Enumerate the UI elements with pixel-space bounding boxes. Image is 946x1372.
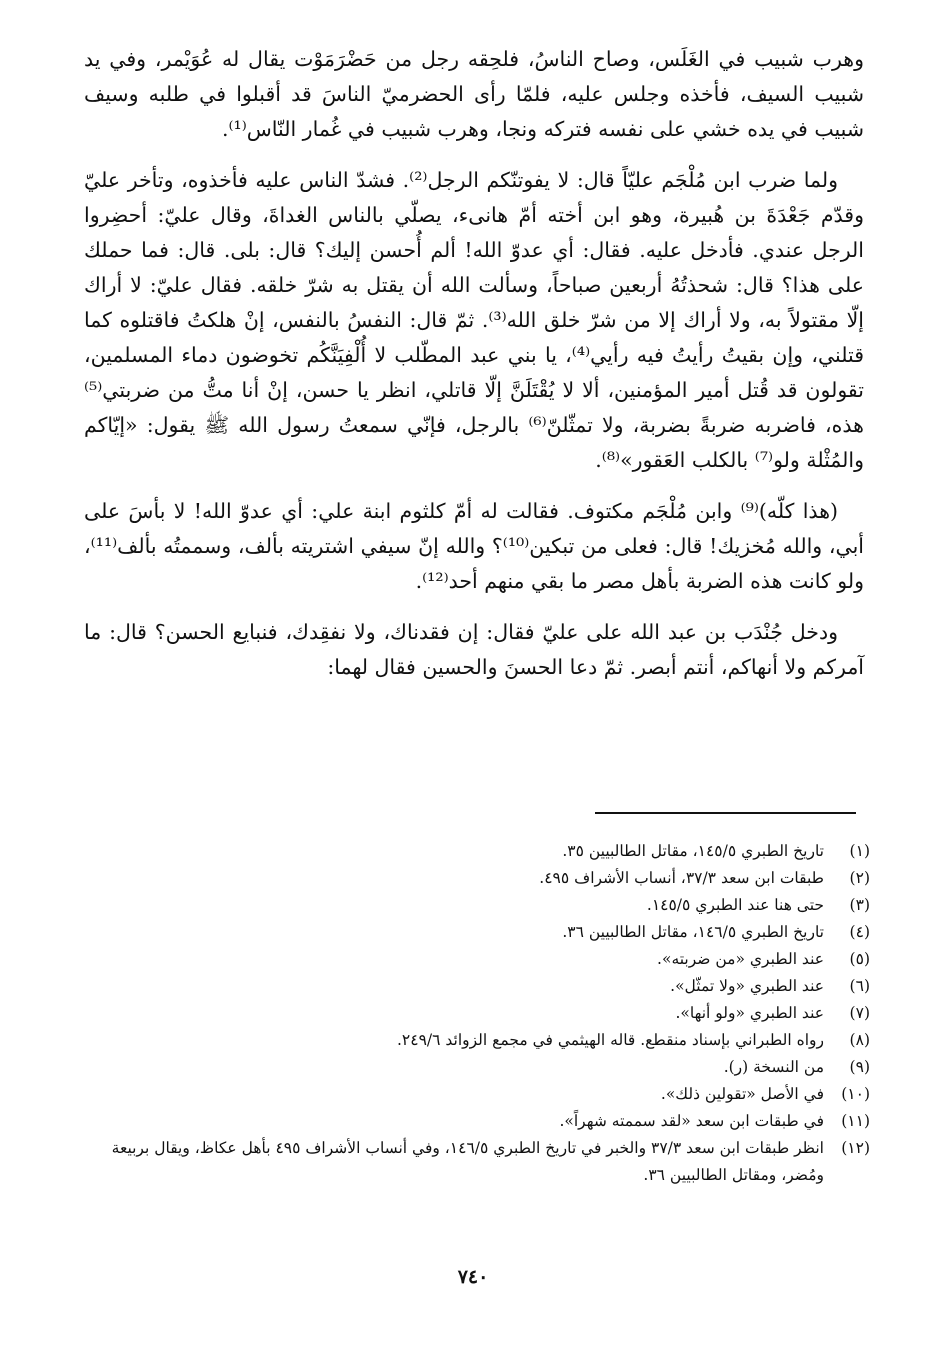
footnote-text: في طبقات ابن سعد «لقد سممته شهراً». <box>559 1112 824 1130</box>
footnote-text: طبقات ابن سعد ٣٧/٣، أنساب الأشراف ٤٩٥. <box>539 869 824 887</box>
footnote-text: تاريخ الطبري ١٤٦/٥، مقاتل الطالبيين ٣٦. <box>562 923 824 941</box>
page-number: ٧٤٠ <box>457 1266 489 1288</box>
footnote-number: (٨) <box>849 1031 870 1049</box>
footnote <box>100 1108 870 1135</box>
footnote-number: (٤) <box>849 923 870 941</box>
footnote-number: (٧) <box>849 1004 870 1022</box>
footnote-text: عند الطبري «ولو أنها». <box>675 1004 824 1022</box>
footnote <box>100 973 870 1000</box>
footnote-text: عند الطبري «ولا تمثّل». <box>670 977 824 995</box>
footnote <box>100 946 870 973</box>
paragraph: ودخل جُنْدَب بن عبد الله على عليّ فقال: إن فقدناك، ولا نفقِدك، فنبايع الحسن؟ قال: ما آمركم ولا أنهاكم، أنتم أبصر. ثمّ دعا الحسنَ والحسين فقال لهما: <box>84 620 864 679</box>
footnote-number: (١) <box>849 842 870 860</box>
footnote-text: انظر طبقات ابن سعد ٣٧/٣ والخبر في تاريخ الطبري ١٤٦/٥، وفي أنساب الأشراف ٤٩٥ بأهل عكاظ، ويقال بربيعة ومُضر، ومقاتل الطالبيين ٣٦. <box>111 1139 824 1184</box>
footnote-number: (٣) <box>849 896 870 914</box>
footnote <box>100 865 870 892</box>
footnote-text: حتى هنا عند الطبري ١٤٥/٥. <box>646 896 824 914</box>
paragraph: (هذا كلّه)⁽⁹⁾ وابن مُلْجَم مكتوف. فقالت له أمّ كلثوم ابنة علي: أي عدوّ الله! لا بأسَ على أبي، والله مُخزيك! قال: فعلى من تبكين⁽¹⁰⁾؟ والله إنّ سيفي اشتريته بألف، وسممتُه بألف⁽¹¹⁾، ولو كانت هذه الضربة بأهل مصر ما بقي منهم أحد⁽¹²⁾. <box>84 499 864 593</box>
footnote <box>100 1081 870 1108</box>
footnote <box>100 1000 870 1027</box>
footnote <box>100 1054 870 1081</box>
footnote-text: تاريخ الطبري ١٤٥/٥، مقاتل الطالبيين ٣٥. <box>562 842 824 860</box>
footnote <box>100 919 870 946</box>
footnote-divider <box>595 812 856 814</box>
main-text <box>84 42 864 701</box>
footnote-text: من النسخة (ر). <box>723 1058 824 1076</box>
footnote <box>100 838 870 865</box>
footnote-number: (٩) <box>849 1058 870 1076</box>
footnote <box>100 892 870 919</box>
paragraph: ولما ضرب ابن مُلْجَم عليّاً قال: لا يفوتنّكم الرجل⁽²⁾. فشدّ الناس عليه فأخذوه، وتأخر عليّ وقدّم جَعْدَةَ بن هُبيرة، وهو ابن أخته أمّ هانىء، يصلّي بالناس الغداةَ، وقال عليّ: أحضِروا الرجل عندي. فأدخل عليه. فقال: أي عدوّ الله! ألم أُحسن إليك؟ قال: بلى. قال: فما حملك على هذا؟ قال: شحذتُهُ أربعين صباحاً، وسألت الله أن يقتل به شرّ خلقه. فقال عليّ: لا أراك إلّا مقتولاً به، ولا أراك إلا من شرّ خلق الله⁽³⁾. ثمّ قال: النفسُ بالنفس، إنْ هلكتُ فاقتلوه كما قتلني، وإن بقيتُ رأيتُ فيه رأيي⁽⁴⁾، يا بني عبد المطّلب لا أُلْفِيَنَّكُم تخوضون دماء المسلمين، تقولون قد قُتل أمير المؤمنين، ألا لا يُقْتَلَنَّ إلّا قاتلي، انظر يا حسن، إنْ أنا متُّ من ضربتي⁽⁵⁾ هذه، فاضربه ضربةً بضربة، ولا تمثّلنّ⁽⁶⁾ بالرجل، فإنّي سمعتُ رسول الله ﷺ يقول: «إيّاكم والمُثْلة ولو⁽⁷⁾ بالكلب العَقور»⁽⁸⁾. <box>84 168 864 472</box>
footnote-number: (١١) <box>841 1112 870 1130</box>
footnote-number: (٢) <box>849 869 870 887</box>
footnote-number: (٦) <box>849 977 870 995</box>
footnote-text: عند الطبري «من ضربته». <box>657 950 824 968</box>
footnote <box>100 1135 870 1189</box>
paragraph: وهرب شبيب في الغَلَس، وصاح الناسُ، فلحِقه رجل من حَضْرَمَوْت يقال له عُوَيْمر، وفي يد شبيب السيف، فأخذه وجلس عليه، فلمّا رأى الحضرميّ الناسَ قد أقبلوا في طلبه وسيف شبيب في يده خشي على نفسه فتركه ونجا، وهرب شبيب في غُمار النّاس⁽¹⁾. <box>84 47 864 141</box>
footnote-text: في الأصل «تقولين ذلك». <box>660 1085 824 1103</box>
footnote-number: (١٢) <box>841 1139 870 1157</box>
footnote-number: (٥) <box>849 950 870 968</box>
footnote <box>100 1027 870 1054</box>
footnotes-list <box>100 838 870 1189</box>
footnote-number: (١٠) <box>841 1085 870 1103</box>
footnote-text: رواه الطبراني بإسناد منقطع. قاله الهيثمي في مجمع الزوائد ٢٤٩/٦. <box>396 1031 824 1049</box>
